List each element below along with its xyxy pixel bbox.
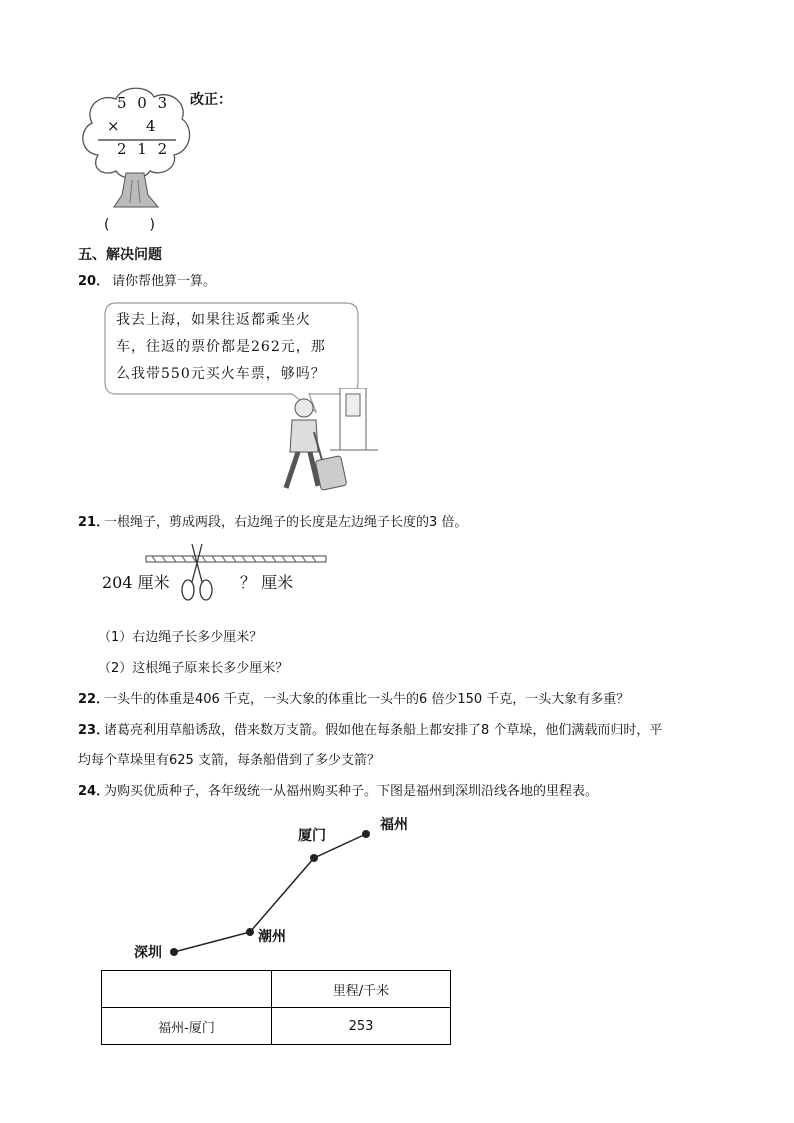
tree-digit-row-3: 2 1 2 <box>117 140 171 158</box>
q22-number: 22． <box>78 692 110 707</box>
q23-line-2: 均每个草垛里有625 支箭，每条船借到了多少支箭？ <box>78 753 380 768</box>
map-label-shenzhen: 深圳 <box>134 945 162 961</box>
tree-digit-row-1: 5 0 3 <box>117 94 171 112</box>
table-cell: 253 <box>272 1008 451 1045</box>
q21-sub2: （2）这根绳子原来长多少厘米？ <box>98 661 289 676</box>
map-label-chaozhou: 潮州 <box>258 929 286 945</box>
map-point-shenzhen <box>170 948 178 956</box>
map-point-fuzhou <box>362 830 370 838</box>
traveler-with-suitcase-icon <box>270 388 380 498</box>
q21-sub1: （1）右边绳子长多少厘米？ <box>98 630 263 645</box>
section-title: 五、解决问题 <box>78 247 162 263</box>
tree-digit-row-2: × 4 <box>107 117 159 135</box>
q24-number: 24． <box>78 784 110 799</box>
q20-number: 20． <box>78 274 110 289</box>
q20-text: 请你帮他算一算。 <box>112 274 217 289</box>
table-header-cell <box>102 971 272 1008</box>
table-header-cell: 里程/千米 <box>272 971 451 1008</box>
correction-label: 改正： <box>190 92 232 108</box>
bubble-line-1: 我去上海，如果往返都乘坐火 <box>116 312 311 328</box>
map-point-xiamen <box>310 854 318 862</box>
map-label-xiamen: 厦门 <box>298 828 326 844</box>
q22-text: 一头牛的体重是406 千克，一头大象的体重比一头牛的6 倍少150 千克，一头大象有多重？ <box>104 692 630 707</box>
q23-line-1: 诸葛亮利用草船诱敌，借来数万支箭。假如他在每条船上都安排了8 个草垛，他们满载而归时，平 <box>104 723 663 738</box>
q23-number: 23． <box>78 723 110 738</box>
table-row <box>102 1008 451 1045</box>
bubble-line-2: 车，往返的票价都是262元，那 <box>116 339 326 355</box>
map-label-fuzhou: 福州 <box>380 817 408 833</box>
q21-number: 21． <box>78 515 110 530</box>
table-cell: 福州-厦门 <box>102 1008 272 1045</box>
rope-left-label: 204 厘米 <box>102 573 170 592</box>
map-point-chaozhou <box>246 928 254 936</box>
table-header-row <box>102 971 451 1008</box>
q24-text: 为购买优质种子，各年级统一从福州购买种子。下图是福州到深圳沿线各地的里程表。 <box>104 784 599 799</box>
answer-paren: ( ) <box>104 217 155 233</box>
q21-text: 一根绳子，剪成两段，右边绳子的长度是左边绳子长度的3 倍。 <box>104 515 468 530</box>
bubble-line-3: 么我带550元买火车票，够吗？ <box>116 366 326 382</box>
mileage-table <box>101 970 451 1045</box>
scissors-icon <box>182 544 212 600</box>
rope-right-label: ？ 厘米 <box>240 573 294 592</box>
